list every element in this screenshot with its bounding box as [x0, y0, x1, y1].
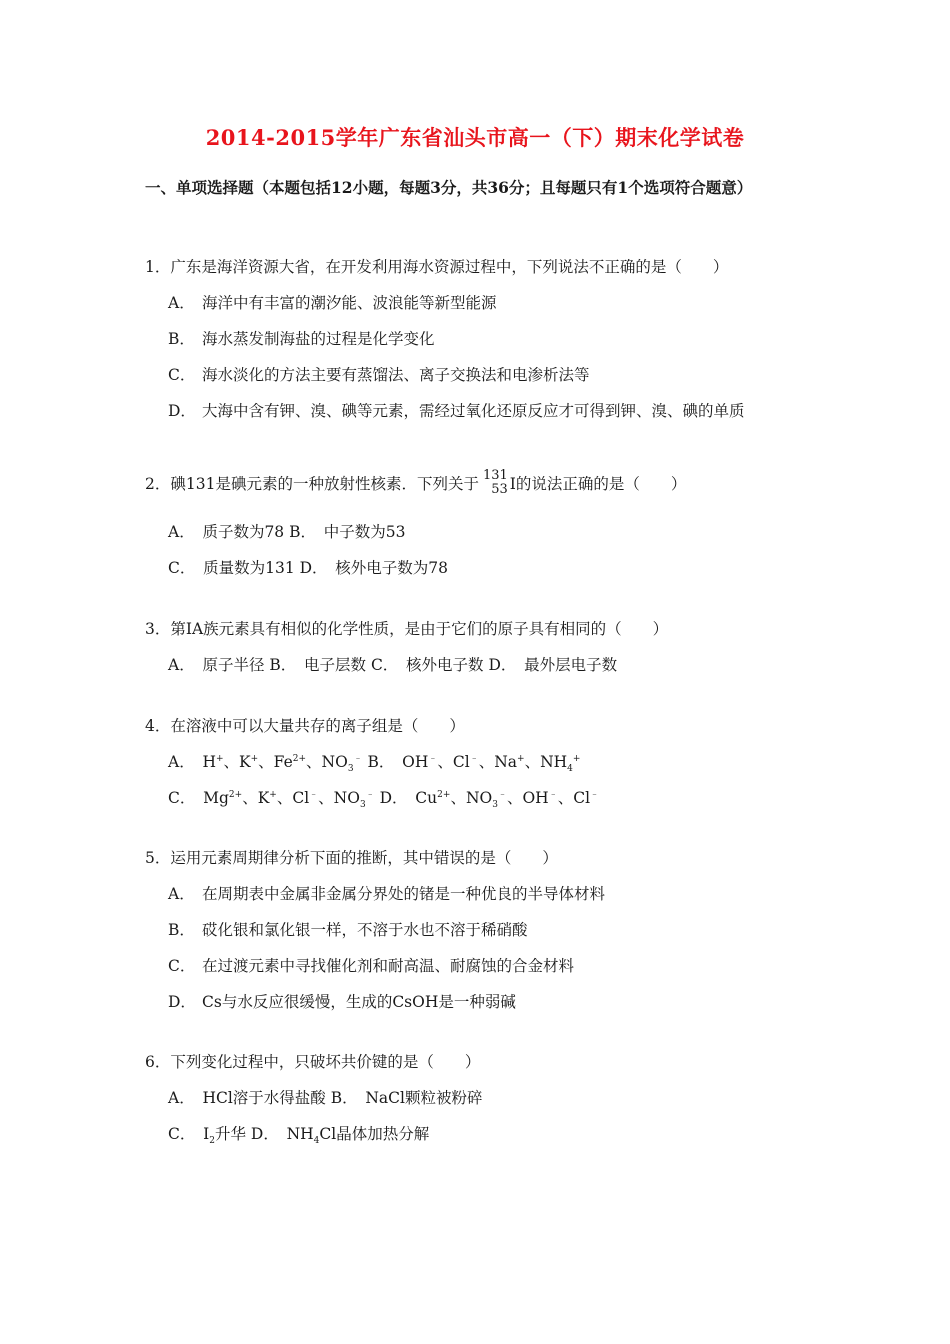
- nuclide-notation: [483, 469, 508, 497]
- question-3-stem: 3．第ⅠA族元素具有相似的化学性质，是由于它们的原子具有相同的（ ）: [145, 620, 669, 638]
- question-4-stem: 4．在溶液中可以大量共存的离子组是（ ）: [145, 717, 465, 735]
- option-letter: D．: [168, 402, 196, 420]
- option-text: 海洋中有丰富的潮汐能、波浪能等新型能源: [202, 294, 497, 312]
- option-text: 海水淡化的方法主要有蒸馏法、离子交换法和电渗析法等: [202, 366, 590, 384]
- question-1-option-b[interactable]: [168, 327, 435, 349]
- question-2-stem: [145, 468, 687, 499]
- question-5-option-b[interactable]: [168, 918, 528, 940]
- option-letter: A．: [168, 885, 195, 903]
- question-6-stem: 6．下列变化过程中，只破坏共价键的是（ ）: [145, 1053, 481, 1071]
- question-1-stem: 1．广东是海洋资源大省，在开发利用海水资源过程中，下列说法不正确的是（ ）: [145, 258, 729, 276]
- question-5-stem: 5．运用元素周期律分析下面的推断，其中错误的是（ ）: [145, 849, 558, 867]
- exam-title: 2014-2015学年广东省汕头市高一（下）期末化学试卷: [205, 125, 745, 150]
- option-text: 海水蒸发制海盐的过程是化学变化: [202, 330, 435, 348]
- option-letter: B．: [168, 921, 195, 939]
- option-letter: C．: [168, 366, 196, 384]
- option-letter: A．: [168, 294, 195, 312]
- option-text: Cs与水反应很缓慢，生成的CsOH是一种弱碱: [202, 993, 516, 1011]
- question-4-options-cd[interactable]: C． $Mg^{2+}$、K+、Cl﹣、$NO_3^﹣$ D． $Cu^{2+}$、$NO_3^﹣$、OH﹣、Cl﹣: [168, 789, 600, 811]
- question-5-option-d[interactable]: [168, 990, 516, 1012]
- option-letter: B．: [168, 330, 195, 348]
- option-text: 在周期表中金属非金属分界处的锗是一种优良的半导体材料: [202, 885, 606, 903]
- question-2-stem-after: 的说法正确的是（ ）: [515, 475, 687, 493]
- question-2-stem-before: 2．碘131是碘元素的一种放射性核素．下列关于: [145, 475, 479, 493]
- section-heading: 一、单项选择题（本题包括12小题，每题3分，共36分；且每题只有1个选项符合题意）: [145, 178, 753, 197]
- question-2-options-ab[interactable]: A． 质子数为78 B． 中子数为53: [168, 523, 406, 541]
- option-text: 在过渡元素中寻找催化剂和耐高温、耐腐蚀的合金材料: [202, 957, 575, 975]
- question-5-option-c[interactable]: [168, 954, 574, 976]
- option-text: 砹化银和氯化银一样，不溶于水也不溶于稀硝酸: [202, 921, 528, 939]
- option-letter: D．: [168, 993, 196, 1011]
- nuclide-symbol: I: [509, 475, 516, 493]
- question-6-options-cd[interactable]: C． $I_2$升华 D． $NH_4Cl$晶体加热分解: [168, 1125, 430, 1147]
- option-text: 大海中含有钾、溴、碘等元素，需经过氧化还原反应才可得到钾、溴、碘的单质: [202, 402, 745, 420]
- option-letter: C．: [168, 957, 196, 975]
- question-1-option-d[interactable]: [168, 399, 745, 421]
- question-6-options-ab[interactable]: A． HCl溶于水得盐酸 B． NaCl颗粒被粉碎: [168, 1089, 483, 1107]
- question-1-option-c[interactable]: [168, 363, 590, 385]
- nuclide-atomic-number: 53: [491, 482, 508, 497]
- question-5-option-a[interactable]: [168, 882, 605, 904]
- question-2-options-cd[interactable]: C． 质量数为131 D． 核外电子数为78: [168, 559, 449, 577]
- question-1-option-a[interactable]: [168, 291, 497, 313]
- question-4-options-ab[interactable]: A． H+、K+、$Fe^{2+}$、$NO_3^﹣$ B． OH﹣、Cl﹣、Na+、$NH_4^+$: [168, 753, 581, 775]
- nuclide-mass-number: 131: [482, 468, 508, 483]
- question-3-options[interactable]: A． 原子半径 B． 电子层数 C． 核外电子数 D． 最外层电子数: [168, 656, 618, 674]
